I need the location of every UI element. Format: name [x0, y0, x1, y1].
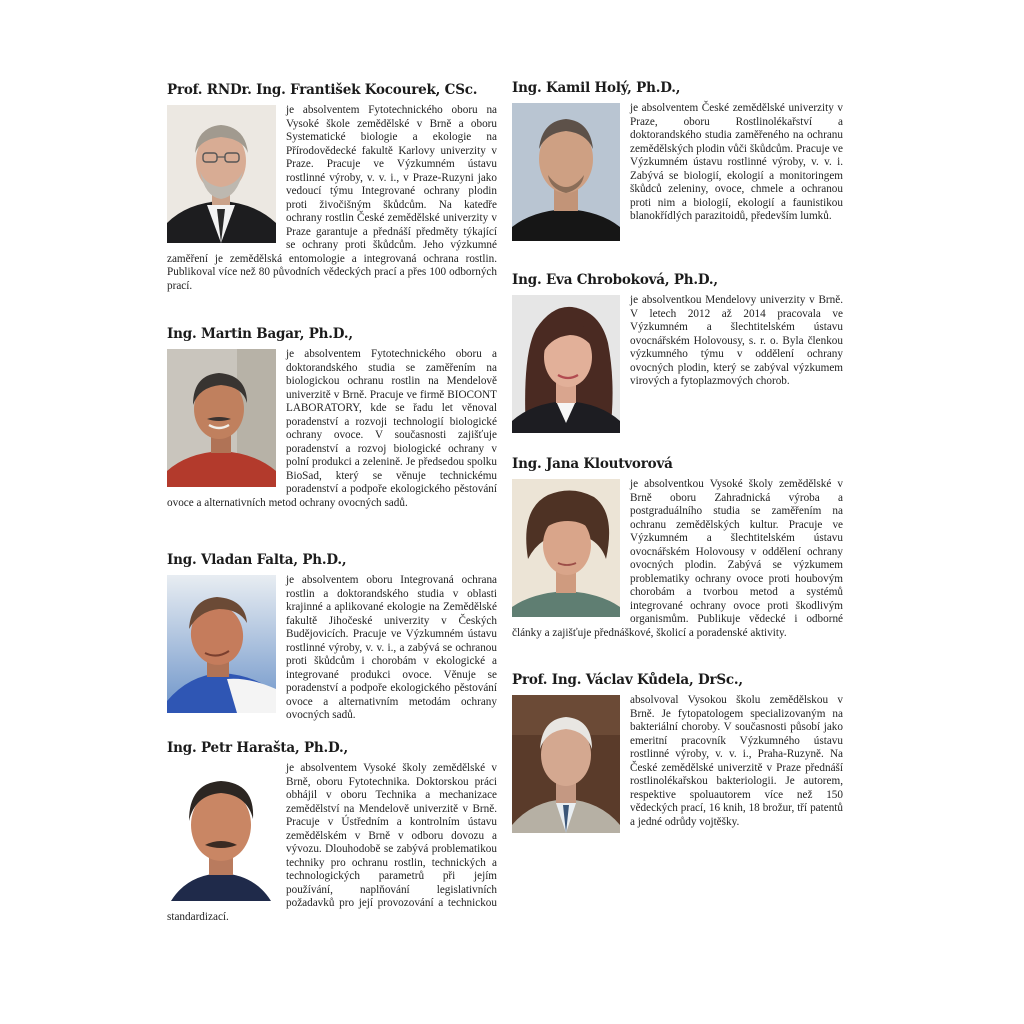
author-portrait: [512, 695, 620, 833]
author-block-falta: [167, 552, 497, 723]
author-block-holy: [512, 80, 843, 245]
author-bio: je absolventem Fytotechnického oboru a doktorandského studia se zaměřením na biologickou ochranu rostlin na Mendelově univerzitě v Brně. Pracuje ve firmě BIOCONT LABORATORY, kde se řadu let věnoval poradenství a rozvoji technologií biologické ochrany ovoce. V současnosti zajišťuje poradenství a rozvoj biologické ochrany v polní produkci a zelenině. Je předsedou spolku BioSad, který se věnuje technickému poradenství a podpoře ekologického pěstování ovoce a alternativních metod ochrany ovocných sadů.: [167, 348, 497, 509]
author-block-harasta: [167, 740, 497, 924]
author-name: Prof. Ing. Václav Kůdela, DrSc.,: [512, 672, 743, 688]
author-bio: je absolventkou Vysoké školy zemědělské v Brně oboru Zahradnická výroba a postgraduálního studia se zaměřením na ochranu zemědělských kultur. Pracuje ve Výzkumném a šlechtitelském ústavu ovocnářském Holovousy v oddělení ochrany ovocných plodin. Zabývá se výzkumem problematiky ochrany ovoce proti houbovým chorobám a tvorbou metod a systémů integrované ochrany ovoce proti škodlivým organismům. Publikuje vědecké i odborné články a zajišťuje přednáškové, školicí a poradenské aktivity.: [512, 478, 843, 639]
author-portrait: [167, 763, 276, 901]
author-portrait: [167, 575, 276, 713]
author-name: Ing. Martin Bagar, Ph.D.,: [167, 326, 353, 342]
author-portrait: [167, 349, 276, 487]
author-block-kudela: [512, 672, 843, 837]
author-name: Ing. Petr Harašta, Ph.D.,: [167, 740, 349, 756]
author-bio: je absolventem Vysoké školy zemědělské v Brně, oboru Fytotechnika. Doktorskou práci obhájil v oboru Technika a mechanizace zemědělství na Mendelově univerzitě v Brně. Pracuje v Ústředním a kontrolním ústavu zemědělském v Brně v odboru dovozu a vývozu. Dlouhodobě se zabývá problematikou techniky pro ochranu rostlin, technických a technologických parametrů při jejím používání, naplňování legislativních požadavků pro její provozování a technickou standardizací.: [167, 762, 497, 923]
author-bio: je absolventem oboru Integrovaná ochrana rostlin a doktorandského studia v oblasti krajinné a aplikované ekologie na Zemědělské fakultě Jihočeské univerzity v Českých Budějovicích. Pracuje ve Výzkumném ústavu rostlinné výroby, v. v. i., a zabývá se ochranou proti škůdcům i chorobám v ekologické a integrované produkci ovoce. Věnuje se poradenství a podpoře ekologického pěstování ovoce a alternativním metodám ochrany ovocných sadů.: [286, 574, 497, 721]
author-portrait: [512, 479, 620, 617]
author-block-bagar: [167, 326, 497, 510]
author-portrait: [167, 105, 276, 243]
author-portrait: [512, 103, 620, 241]
author-block-chrobokova: [512, 272, 843, 437]
author-name: Ing. Jana Kloutvorová: [512, 456, 673, 472]
author-block-kocourek: [167, 82, 497, 293]
author-name: Ing. Vladan Falta, Ph.D.,: [167, 552, 347, 568]
author-name: Prof. RNDr. Ing. František Kocourek, CSc.: [167, 82, 478, 98]
author-bio: je absolventem České zemědělské univerzity v Praze, oboru Rostlinolékařství a doktorandského studia zaměřeného na ochranu zemědělských plodin vůči škůdcům. Pracuje ve Výzkumném ústavu rostlinné výroby, v. v. i. Zabývá se biologií, ekologií a monitoringem škůdců zeleniny, ovoce, chmele a ochranou proti nim a biologií, ekologií a faunistikou blanokřídlých parazitoidů, především lumků.: [630, 102, 843, 222]
author-name: Ing. Eva Chroboková, Ph.D.,: [512, 272, 718, 288]
author-name: Ing. Kamil Holý, Ph.D.,: [512, 80, 681, 96]
author-portrait: [512, 295, 620, 433]
author-bio: je absolventem Fytotechnického oboru na Vysoké škole zemědělské v Brně a oboru Systematické biologie a ekologie na Přírodovědecké fakultě Karlovy univerzity v Praze. Pracuje ve Výzkumném ústavu rostlinné výroby, v. v. i., v Praze-Ruzyni jako vedoucí týmu Integrované ochrany plodin proti živočišným škůdcům. Na katedře ochrany rostlin České zemědělské univerzity v Praze garantuje a přednáší předměty týkající se ochrany proti škůdcům. Jeho výzkumné zaměření je zemědělská entomologie a integrovaná ochrana rostlin. Publikoval více než 80 původních vědeckých prací a přes 100 odborných prací.: [167, 104, 497, 292]
author-bio: absolvoval Vysokou školu zemědělskou v Brně. Je fytopatologem specializovaným na bakteriální choroby. V současnosti působí jako emeritní pracovník Výzkumného ústavu rostlinné výroby, v. v. i., Praha-Ruzyně. Na České zemědělské univerzitě v Praze přednáší rostlinolékařskou bakteriologii. Je autorem, respektive spoluautorem více než 150 vědeckých prací, 16 knih, 18 brožur, tří patentů a jedné odrůdy vojtěšky.: [630, 694, 843, 828]
author-bio: je absolventkou Mendelovy univerzity v Brně. V letech 2012 až 2014 pracovala ve Výzkumném a šlechtitelském ústavu ovocnářském Holovousy, s. r. o. Byla členkou výzkumného týmu v oddělení ochrany ovocných plodin, který se zabýval výzkumem virových a fytoplazmových chorob.: [630, 294, 843, 387]
author-block-kloutvorova: [512, 456, 843, 640]
